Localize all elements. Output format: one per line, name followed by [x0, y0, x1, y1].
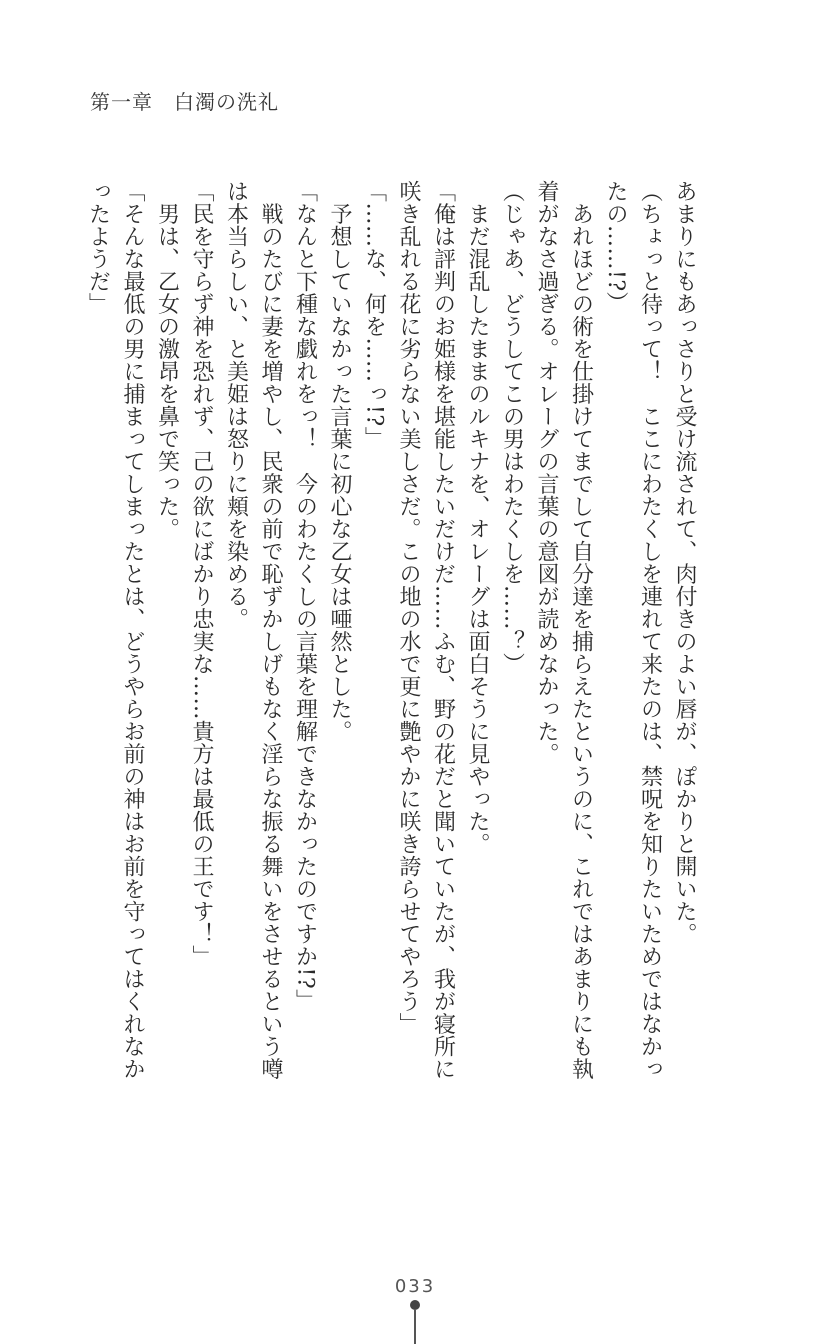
text-line: （じゃあ、どうしてこの男はわたくしを……？）: [499, 180, 525, 675]
text-line: 男は、乙女の激昂を鼻で笑った。: [154, 180, 180, 540]
text-line: 予想していなかった言葉に初心な乙女は唖然とした。: [327, 180, 352, 743]
chapter-title: 第一章 白濁の洗礼: [90, 90, 279, 114]
text-line: あれほどの術を仕掛けてまでして自分達を捕らえたというのに、これではあまりにも執: [568, 180, 594, 1080]
page-marker-dot: [410, 1300, 420, 1310]
page-number: 033: [394, 1276, 436, 1297]
page-marker-line: [414, 1310, 416, 1344]
text-line: は本当らしい、と美姫は怒りに頬を染める。: [223, 180, 249, 630]
text-line: まだ混乱したままのルキナを、オレーグは面白そうに見やった。: [465, 180, 490, 855]
text-line: 「なんと下種な戯れをっ！ 今のわたくしの言葉を理解できなかったのですか!?」: [292, 180, 318, 1012]
text-line: 「そんな最低の男に捕まってしまったとは、どうやらお前の神はお前を守ってはくれなか: [120, 180, 145, 1080]
text-line: 着がなさ過ぎる。オレーグの言葉の意図が読めなかった。: [534, 180, 559, 765]
text-line: 「民を守らず神を恐れず、己の欲にばかり忠実な……貴方は最低の王です！」: [189, 180, 214, 968]
text-line: たの……!?）: [603, 180, 628, 315]
body-text: [80, 180, 701, 1260]
text-line: 戦のたびに妻を増やし、民衆の前で恥ずかしげもなく淫らな振る舞いをさせるという噂: [258, 180, 283, 1080]
text-line: ったようだ」: [85, 180, 111, 315]
text-line: 「……な、何を……っ!?」: [361, 180, 387, 450]
text-line: あまりにもあっさりと受け流されて、肉付きのよい唇が、ぽかりと開いた。: [672, 180, 697, 945]
text-line: 「俺は評判のお姫様を堪能したいだけだ……ふむ、野の花だと聞いていたが、我が寝所に: [430, 180, 456, 1080]
text-line: （ちょっと待って！ ここにわたくしを連れて来たのは、禁呪を知りたいためではなかっ: [637, 180, 663, 1080]
text-line: 咲き乱れる花に劣らない美しさだ。この地の水で更に艶やかに咲き誇らせてやろう」: [396, 180, 421, 1035]
